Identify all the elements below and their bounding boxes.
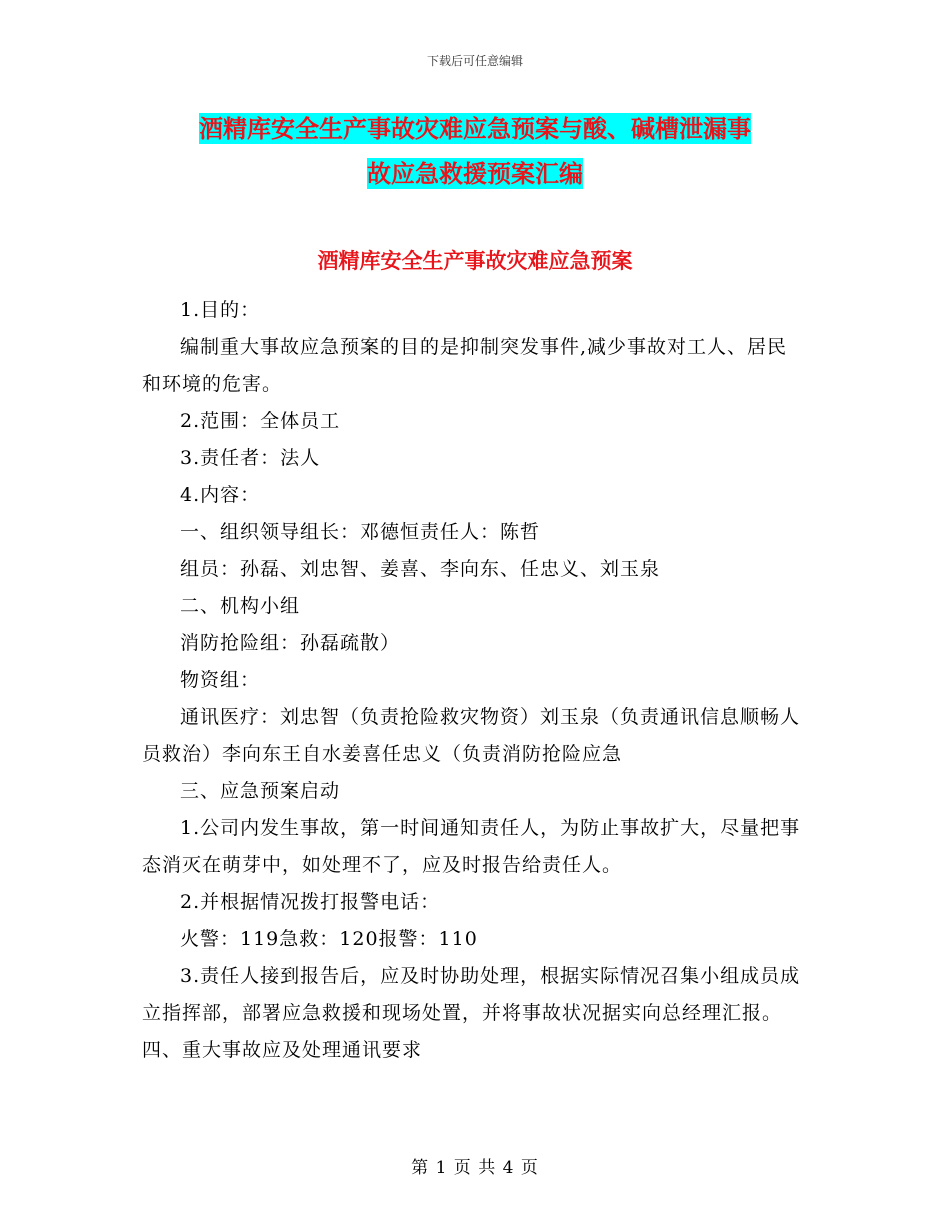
document-body (142, 292, 807, 1069)
paragraph-members: 组员：孙磊、刘忠智、姜喜、李向东、任忠义、刘玉泉 (180, 558, 661, 580)
page-footer: 第 1 页 共 4 页 (411, 1158, 539, 1178)
document-title-line-1 (0, 110, 950, 148)
paragraph-plan-start-heading: 三、应急预案启动 (180, 780, 341, 802)
paragraph-emergency-numbers: 火警：119急救：120报警：110 (180, 928, 478, 950)
paragraph-groups-heading: 二、机构小组 (180, 595, 301, 617)
page-header-note: 下载后可任意编辑 (426, 54, 523, 68)
paragraph-content-heading: 4.内容： (180, 484, 261, 506)
paragraph-fire-group: 消防抢险组：孙磊疏散） (180, 632, 401, 654)
document-title-line-2-text: 故应急救援预案汇编 (367, 159, 583, 188)
paragraph-supply-group: 物资组： (180, 669, 261, 691)
document-title-line-2 (0, 155, 950, 193)
section-title: 酒精库安全生产事故灾难应急预案 (317, 248, 633, 273)
paragraph-communication-medical: 通讯医疗：刘忠智（负责抢险救灾物资）刘玉泉（负责通讯信息顺畅人员救治）李向东王自水姜喜任忠义（负责消防抢险应急 (142, 706, 801, 765)
paragraph-responsible: 3.责任者：法人 (180, 447, 321, 469)
paragraph-purpose-text: 编制重大事故应急预案的目的是抑制突发事件,减少事故对工人、居民和环境的危害。 (142, 336, 788, 395)
paragraph-step-2: 2.并根据情况拨打报警电话： (180, 891, 441, 913)
paragraph-purpose-heading: 1.目的： (180, 299, 261, 321)
paragraph-step-3: 3.责任人接到报告后，应及时协助处理，根据实际情况召集小组成员成立指挥部，部署应急救援和现场处置，并将事故状况据实向总经理汇报。四、重大事故应及处理通讯要求 (142, 965, 801, 1061)
paragraph-scope: 2.范围：全体员工 (180, 410, 341, 432)
paragraph-step-1: 1.公司内发生事故，第一时间通知责任人，为防止事故扩大，尽量把事态消灭在萌芽中，如处理不了，应及时报告给责任人。 (142, 817, 801, 876)
paragraph-leadership: 一、组织领导组长：邓德恒责任人：陈哲 (180, 521, 541, 543)
document-title-line-1-text: 酒精库安全生产事故灾难应急预案与酸、碱槽泄漏事 (199, 114, 751, 143)
